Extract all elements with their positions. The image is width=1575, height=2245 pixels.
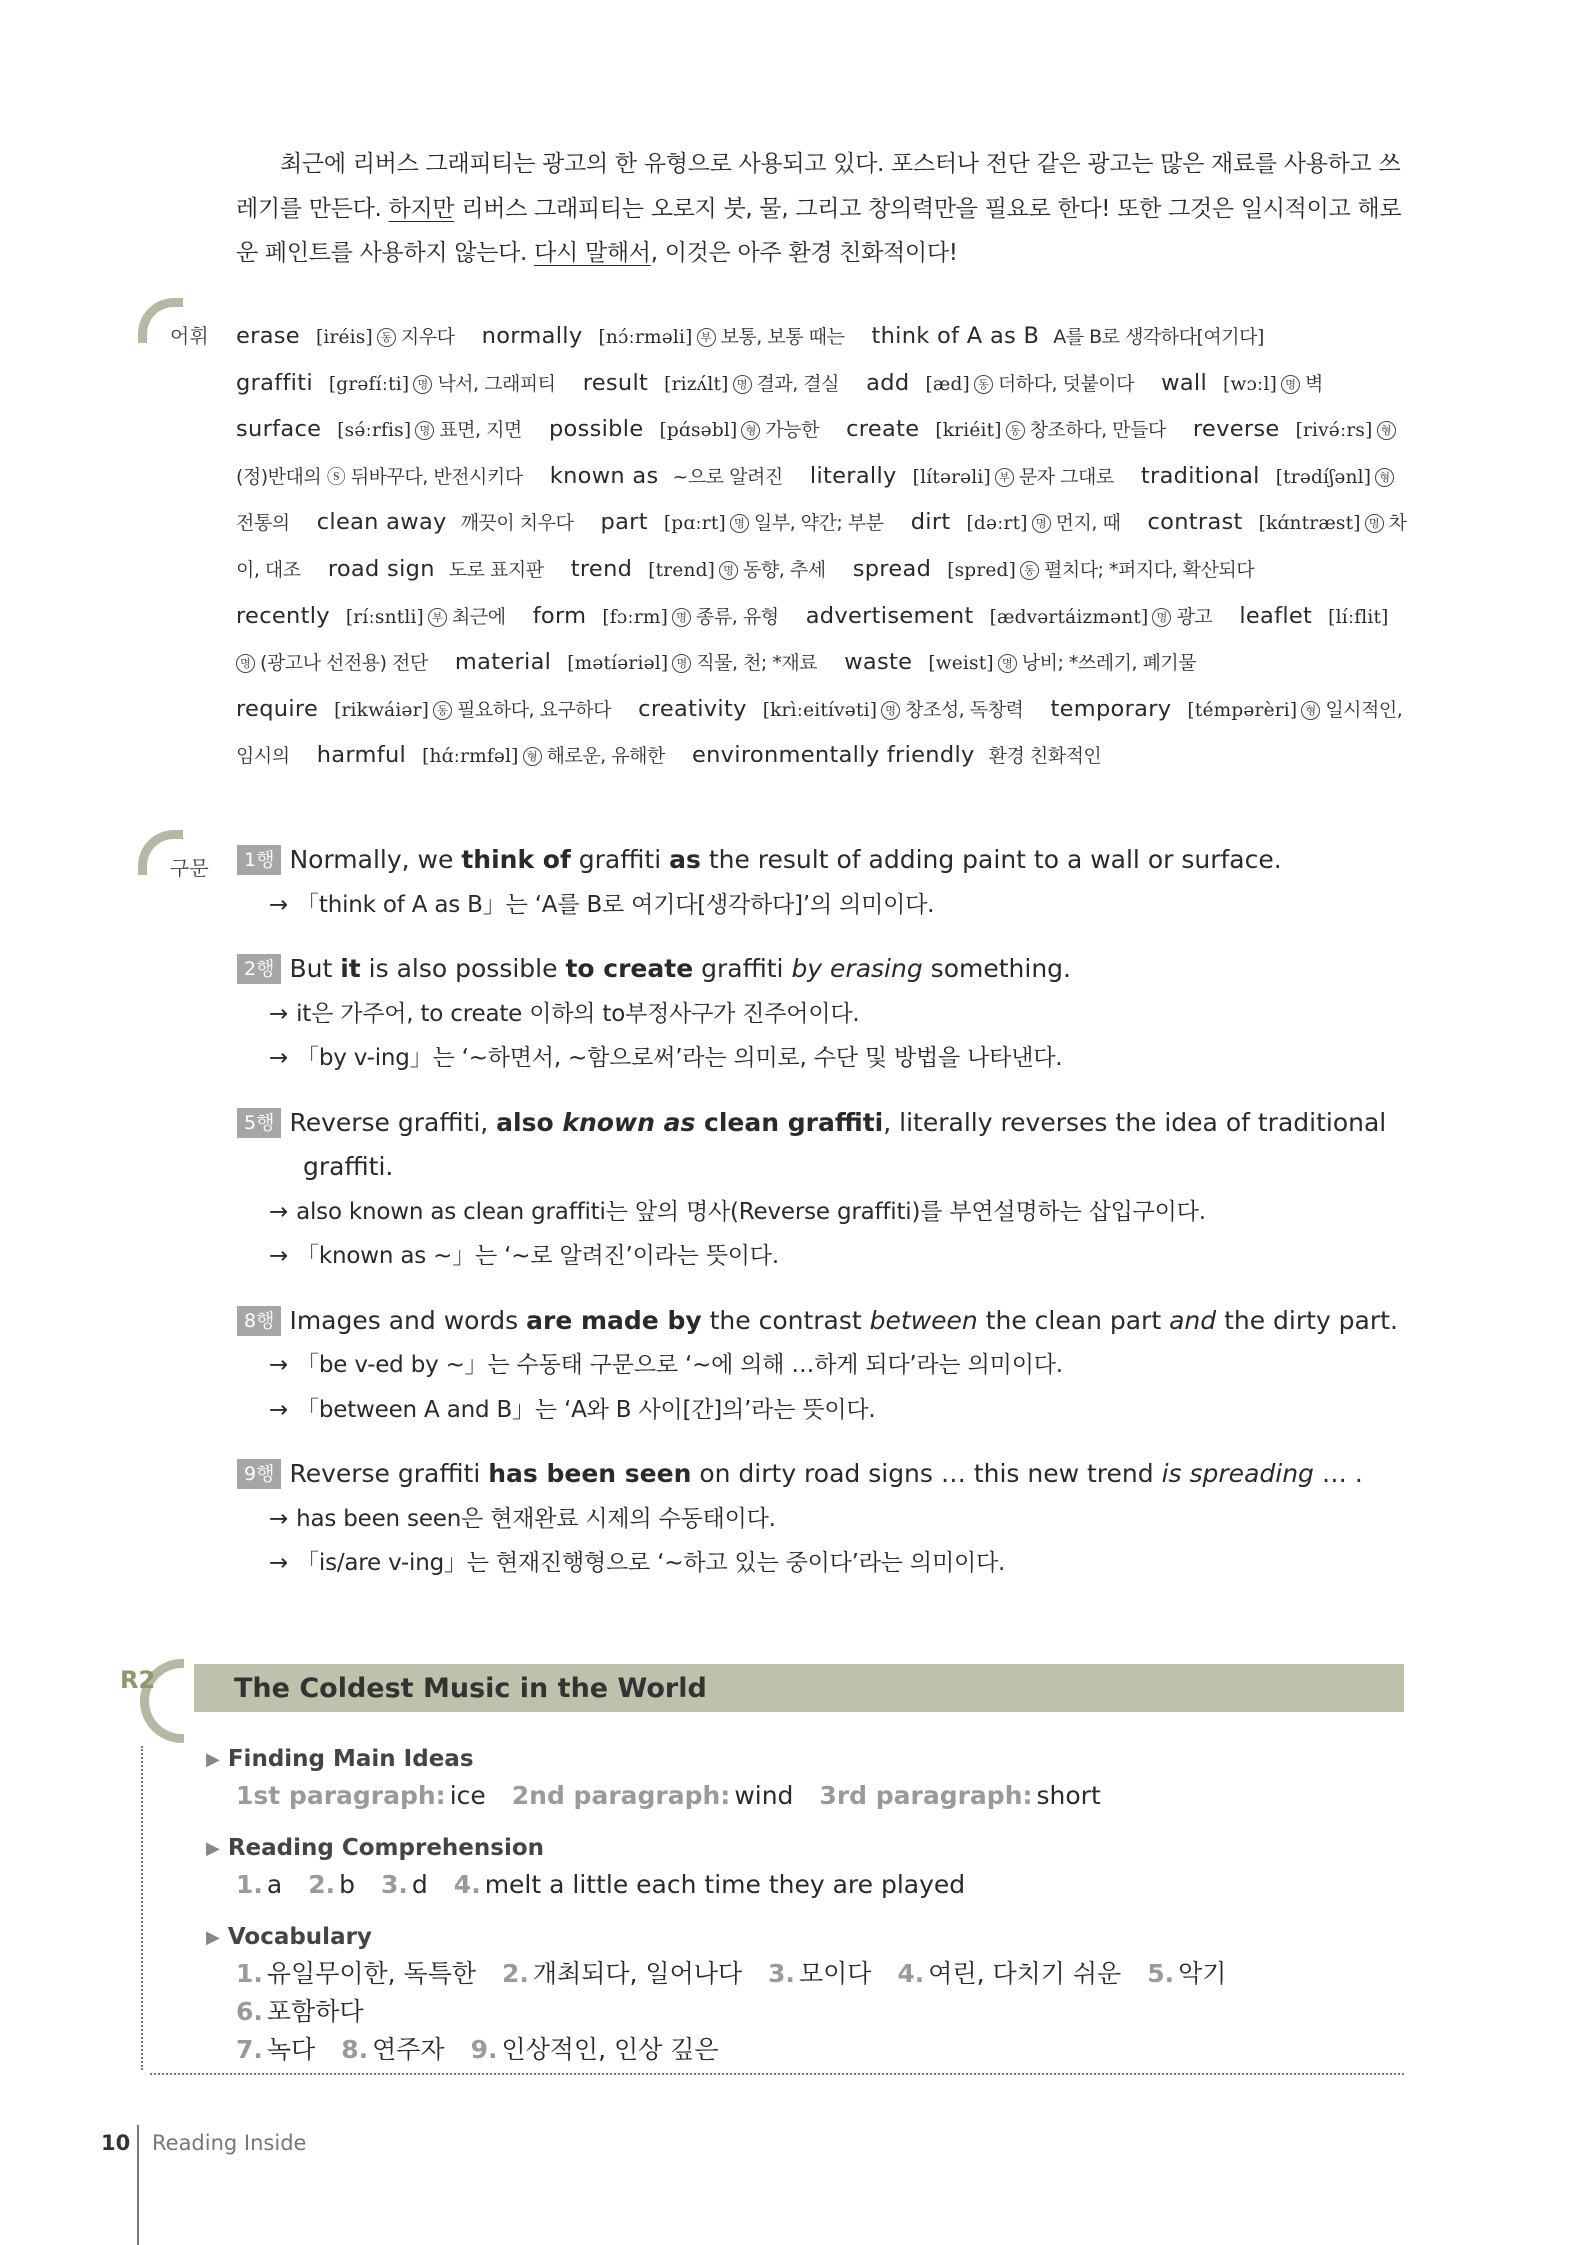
part-of-speech-icon: 동 [1006, 421, 1025, 440]
part-of-speech-icon: 동 [377, 328, 396, 347]
vocab-list [236, 314, 1411, 780]
vocab-label: 어휘 [170, 324, 209, 348]
italic-phrase: by erasing [791, 954, 923, 983]
vocab-word: road sign [327, 555, 435, 582]
answer-line [206, 1955, 1396, 2031]
vocab-word: advertisement [805, 602, 974, 629]
vocab-word: traditional [1140, 462, 1260, 489]
grammar-note [236, 1388, 1411, 1433]
answer-value: 포함하다 [266, 1997, 364, 2026]
answer-number: 1. [236, 1870, 263, 1899]
vocab-word: trend [570, 555, 633, 582]
grammar-note [236, 883, 1411, 928]
part-of-speech-icon: 명 [881, 701, 900, 720]
vocab-word: result [582, 369, 649, 396]
answer-value: wind [734, 1781, 794, 1810]
vocab-meaning: 낙서, 그래피티 [437, 372, 556, 395]
sentence-text: … . [1313, 1459, 1363, 1488]
part-of-speech-icon: 명 [719, 561, 738, 580]
answer-value: 여린, 다치기 쉬운 [928, 1959, 1122, 1988]
sentence-text: the contrast [701, 1305, 870, 1335]
vocab-word: contrast [1147, 509, 1243, 536]
row-badge: 9행 [237, 1459, 281, 1489]
vocab-word: clean away [316, 509, 447, 536]
grammar-note [236, 1343, 1411, 1388]
sentence-text: Reverse graffiti [289, 1459, 489, 1488]
vocab-meaning: 낭비; *쓰레기, 폐기물 [1021, 652, 1197, 675]
answer-number: 4. [897, 1959, 925, 1988]
answer-value: a [266, 1870, 283, 1899]
vocab-meaning: 창조성, 독창력 [905, 698, 1024, 721]
vocab-word: recently [236, 602, 330, 629]
arrow-icon: → [269, 1198, 289, 1225]
vocab-meaning: 일부, 약간; 부분 [753, 512, 884, 535]
part-of-speech-icon: 명 [1032, 514, 1051, 533]
footer-divider [137, 2125, 139, 2245]
answer-heading [206, 1920, 1396, 1955]
vocab-word: dirt [910, 509, 951, 536]
answer-value: 모이다 [798, 1959, 872, 1988]
vocab-phonetic: [spred] [947, 559, 1016, 581]
row-badge: 2행 [237, 954, 281, 984]
grammar-note-text: 「between A and B」는 ‘A와 B 사이[간]의’라는 뜻이다. [296, 1396, 876, 1423]
bold-phrase: clean graffiti [695, 1107, 884, 1137]
answer-number: 7. [236, 2035, 263, 2064]
arrow-icon: → [269, 891, 289, 918]
r2-label: R2 [120, 1666, 156, 1694]
answer-number: 6. [236, 1997, 263, 2026]
vocab-meaning: 깨끗이 치우다 [460, 512, 574, 535]
vocab-phonetic: [pɑːrt] [663, 513, 726, 535]
vocab-word: require [236, 695, 319, 722]
answer-number: 1. [236, 1959, 263, 1988]
grammar-note [236, 1036, 1411, 1081]
vocab-phonetic: [lítərəli] [912, 466, 991, 488]
vocab-phonetic: [trədíʃənl] [1275, 466, 1372, 488]
syntax-item [236, 1101, 1411, 1279]
answer-item [236, 1997, 364, 2026]
answer-item [308, 1870, 355, 1899]
vocab-meaning: 필요하다, 요구하다 [457, 698, 611, 721]
syntax-label: 구문 [170, 856, 209, 880]
vocab-word: reverse [1192, 416, 1280, 443]
translation-text: 최근에 리버스 그래피티는 광고의 한 유형으로 사용되고 있다. 포스터나 전단 같은 광고는 많은 재료를 사용하고 쓰레기를 만든다. [236, 151, 1401, 222]
italic-phrase: and [1169, 1305, 1217, 1335]
vocab-phonetic: [weist] [928, 653, 994, 675]
grammar-note-text: 「by v-ing」는 ‘~하면서, ~함으로써’라는 의미로, 수단 및 방법을 나타낸다. [296, 1045, 1063, 1071]
part-of-speech-icon: 명 [672, 608, 691, 627]
answer-item [897, 1959, 1121, 1988]
answer-value: short [1036, 1781, 1101, 1810]
vocab-word: wall [1161, 369, 1208, 396]
grammar-note-text: 「think of A as B」는 ‘A를 B로 여기다[생각하다]’의 의미이다. [296, 891, 935, 918]
part-of-speech-icon: 명 [415, 421, 434, 440]
answer-number: 5. [1147, 1959, 1175, 1988]
answer-item [819, 1781, 1100, 1810]
vocab-word: environmentally friendly [691, 742, 975, 769]
vocab-word: create [846, 416, 920, 443]
answer-number: 9. [470, 2035, 498, 2064]
vocab-word: leaflet [1239, 602, 1313, 629]
grammar-note-text: has been seen은 현재완료 시제의 수동태이다. [296, 1505, 776, 1532]
answer-number: 2. [308, 1870, 336, 1899]
vocab-phonetic: [ӕdvərtáizmənt] [989, 606, 1149, 628]
vocab-word: erase [236, 323, 300, 349]
arrow-icon: → [269, 1550, 289, 1576]
korean-translation [236, 142, 1406, 276]
sentence-text: the dirty part. [1216, 1305, 1398, 1335]
sentence-text: on dirty road signs … this new trend [691, 1459, 1162, 1488]
vocab-meaning: 해로운, 유해한 [546, 745, 665, 768]
sentence-text: graffiti [693, 954, 792, 983]
vocab-word: think of A as B [871, 323, 1040, 349]
vocab-meaning: 환경 친화적인 [988, 745, 1102, 768]
grammar-note-text: also known as clean graffiti는 앞의 명사(Reverse graffiti)를 부연설명하는 삽입구이다. [296, 1198, 1206, 1225]
part-of-speech-icon: 형 [1377, 421, 1396, 440]
grammar-note [236, 1497, 1411, 1542]
bold-phrase: are made by [526, 1305, 702, 1335]
syntax-notes [236, 838, 1411, 1606]
part-of-speech-icon: 명 [733, 375, 752, 394]
example-sentence-continued [236, 1145, 1411, 1190]
vocab-meaning: 펼치다; *퍼지다, 확산되다 [1044, 558, 1255, 581]
answer-item [1147, 1959, 1226, 1988]
vocab-meaning: 전통의 [236, 512, 290, 535]
vocab-meaning: 최근에 [451, 605, 506, 628]
arrow-icon: → [269, 1045, 289, 1071]
answer-key [206, 1742, 1396, 2085]
part-of-speech-icon: 명 [1152, 608, 1171, 627]
answer-heading [206, 1742, 1396, 1777]
vocab-meaning: 광고 [1176, 605, 1213, 628]
answer-number: 4. [453, 1870, 481, 1899]
grammar-note [236, 1190, 1411, 1235]
vocab-word: literally [809, 462, 897, 489]
vocab-meaning: 먼지, 때 [1055, 512, 1121, 535]
vocab-phonetic: [krìːeitívəti] [762, 699, 878, 721]
vocab-word: form [532, 602, 587, 629]
bold-italic-phrase: known as [562, 1107, 696, 1137]
answer-item [236, 1870, 282, 1899]
vocab-meaning: 일시적인, 임시의 [236, 698, 1403, 768]
bold-phrase: it [340, 954, 361, 983]
part-of-speech-icon: 형 [1301, 701, 1320, 720]
vocab-meaning: 직물, 천; *재료 [696, 652, 818, 675]
vocab-word: add [866, 369, 910, 396]
reading-title: The Coldest Music in the World [234, 1673, 707, 1704]
vocab-meaning: 가능한 [765, 419, 819, 442]
vocab-word: known as [549, 462, 659, 489]
answer-line [206, 2031, 1396, 2069]
vocab-word: surface [236, 416, 322, 443]
vocab-phonetic: [témpərèri] [1187, 699, 1298, 721]
answer-item [236, 1959, 476, 1988]
translation-paragraph [236, 142, 1406, 276]
vocab-meaning: 지우다 [400, 326, 455, 348]
answer-line [206, 1777, 1396, 1815]
row-badge: 5행 [237, 1108, 281, 1138]
arrow-icon: → [269, 1243, 289, 1269]
part-of-speech-icon: 명 [730, 514, 749, 533]
vocab-word: spread [852, 555, 932, 582]
vocab-phonetic: [hɑ́ːrmfəl] [422, 746, 519, 768]
vocab-meaning: 결과, 결실 [756, 372, 840, 395]
answer-value: 인상적인, 인상 깊은 [501, 2035, 719, 2064]
vocab-meaning: 동향, 추세 [743, 558, 826, 581]
grammar-note-text: it은 가주어, to create 이하의 to부정사구가 진주어이다. [296, 1000, 860, 1027]
answer-value: b [339, 1870, 356, 1899]
example-sentence [236, 1452, 1411, 1497]
example-sentence [236, 1299, 1411, 1344]
underlined-phrase: 다시 말해서 [534, 240, 651, 266]
triangle-bullet-icon: ▶ [206, 1749, 220, 1770]
answer-number: 3. [381, 1870, 408, 1899]
italic-phrase: between [869, 1305, 978, 1335]
answer-heading [206, 1831, 1396, 1866]
answer-value: d [411, 1870, 428, 1899]
example-sentence [236, 838, 1411, 883]
triangle-bullet-icon: ▶ [206, 1927, 220, 1948]
vocab-meaning: 도로 표지판 [448, 558, 544, 581]
part-of-speech-icon: 명 [236, 654, 255, 673]
vocab-word: possible [548, 416, 644, 443]
vocab-meaning: (정)반대의 ⓢ 뒤바꾸다, 반전시키다 [236, 465, 523, 488]
grammar-note-text: 「is/are v-ing」는 현재진행형으로 ‘~하고 있는 중이다’라는 의미이다. [296, 1550, 1006, 1576]
sentence-text: , literally reverses the idea of traditional [883, 1107, 1387, 1137]
vocab-phonetic: [trend] [648, 559, 716, 581]
answer-item [236, 1781, 486, 1810]
arrow-icon: → [269, 1505, 289, 1532]
vocab-phonetic: [æd] [925, 373, 970, 395]
answer-heading-text: Vocabulary [227, 1924, 372, 1950]
answer-heading-text: Reading Comprehension [227, 1835, 545, 1861]
dotted-border-left [141, 1746, 143, 2070]
answer-number: 8. [341, 2035, 369, 2064]
bold-phrase: also [496, 1107, 563, 1137]
row-badge: 1행 [237, 845, 281, 875]
sentence-text: graffiti [570, 845, 670, 874]
vocab-word: waste [844, 649, 913, 676]
answer-number: 2. [502, 1959, 529, 1988]
answer-value: ice [449, 1781, 486, 1810]
part-of-speech-icon: 형 [523, 747, 542, 766]
arrow-icon: → [269, 1000, 289, 1027]
vocab-phonetic: [kɑ́ntræst] [1258, 513, 1361, 535]
translation-text: 리버스 그래피티는 오로지 붓, 물, 그리고 창의력만을 필요로 한다! 또한 그것은 일시적이고 해로운 페인트를 사용하지 않는다. [236, 195, 1402, 266]
reading-title-bar [194, 1664, 1404, 1712]
part-of-speech-icon: 형 [741, 421, 760, 440]
row-badge: 8행 [237, 1306, 281, 1336]
part-of-speech-icon: 부 [697, 328, 716, 347]
sentence-text: graffiti. [303, 1152, 394, 1181]
translation-text: , 이것은 아주 환경 친화적이다! [650, 240, 958, 266]
vocab-phonetic: [grəfíːti] [328, 373, 410, 395]
page-number: 10 [101, 2131, 131, 2155]
part-of-speech-icon: 부 [995, 468, 1014, 487]
grammar-note [236, 1234, 1411, 1279]
answer-group [206, 1742, 1396, 1815]
sentence-text: Reverse graffiti, [289, 1107, 497, 1137]
part-of-speech-icon: 동 [1020, 561, 1039, 580]
sentence-text: Normally, we [289, 845, 462, 874]
vocab-phonetic: [mətíəriəl] [567, 653, 669, 675]
part-of-speech-icon: 부 [428, 608, 447, 627]
vocab-word: normally [481, 323, 583, 349]
arrow-icon: → [269, 1396, 289, 1423]
answer-item [471, 2035, 719, 2064]
vocab-meaning: ~으로 알려진 [672, 465, 783, 488]
grammar-note [236, 1541, 1411, 1586]
answer-group [206, 1831, 1396, 1904]
arrow-icon: → [269, 1352, 289, 1378]
example-sentence [236, 947, 1411, 992]
vocab-word: material [454, 649, 552, 676]
part-of-speech-icon: 명 [413, 375, 432, 394]
answer-line [206, 1866, 1396, 1904]
vocab-phonetic: [wɔːl] [1223, 373, 1278, 395]
vocab-phonetic: [sə́ːrfis] [337, 420, 412, 442]
answer-value: 악기 [1178, 1959, 1227, 1988]
vocab-meaning: 차이, 대조 [236, 512, 1407, 581]
answer-item [381, 1870, 428, 1899]
vocab-meaning: 표면, 지면 [439, 419, 522, 442]
sentence-text: the clean part [977, 1305, 1170, 1335]
vocab-phonetic: [dəːrt] [966, 513, 1028, 535]
answer-item [341, 2035, 444, 2064]
vocab-meaning: (광고나 선전용) 전단 [260, 652, 428, 675]
answer-value: melt a little each time they are played [484, 1870, 966, 1899]
example-sentence [236, 1101, 1411, 1146]
answer-item [236, 2035, 315, 2064]
answer-number: 3rd paragraph: [819, 1781, 1033, 1810]
vocab-phonetic: [pɑ́səbl] [659, 420, 738, 442]
answer-item [512, 1781, 794, 1810]
vocab-meaning: 창조하다, 만들다 [1029, 419, 1166, 442]
grammar-note-text: 「known as ~」는 ‘~로 알려진’이라는 뜻이다. [296, 1243, 779, 1269]
vocab-phonetic: [líːflit] [1328, 606, 1389, 628]
part-of-speech-icon: 명 [1281, 375, 1300, 394]
grammar-note [236, 992, 1411, 1037]
syntax-item [236, 1299, 1411, 1433]
part-of-speech-icon: 명 [672, 654, 691, 673]
vocab-phonetic: [ríːsntli] [345, 606, 424, 628]
answer-group [206, 1920, 1396, 2069]
book-title: Reading Inside [152, 2131, 307, 2155]
part-of-speech-icon: 동 [433, 701, 452, 720]
vocab-word: part [600, 509, 648, 536]
vocab-meaning: A를 B로 생각하다[여기다] [1053, 326, 1264, 348]
vocab-word: graffiti [236, 369, 313, 396]
sentence-text: the result of adding paint to a wall or surface. [700, 845, 1282, 874]
vocab-phonetic: [rizʌ́lt] [664, 373, 729, 395]
syntax-item [236, 947, 1411, 1081]
bold-phrase: as [669, 845, 701, 874]
answer-item [454, 1870, 965, 1899]
vocab-phonetic: [nɔ́ːrməli] [598, 327, 693, 348]
syntax-item [236, 838, 1411, 927]
sentence-text: something. [922, 954, 1071, 983]
vocab-meaning: 보통, 보통 때는 [720, 326, 845, 348]
vocab-phonetic: [kriéit] [935, 420, 1002, 442]
part-of-speech-icon: 명 [998, 654, 1017, 673]
underlined-phrase: 하지만 [388, 195, 455, 222]
triangle-bullet-icon: ▶ [206, 1838, 220, 1859]
answer-value: 녹다 [266, 2035, 316, 2064]
bold-phrase: to create [565, 954, 694, 983]
answer-number: 3. [768, 1959, 795, 1988]
answer-value: 개최되다, 일어나다 [532, 1959, 743, 1988]
answer-number: 2nd paragraph: [511, 1781, 731, 1810]
part-of-speech-icon: 동 [974, 375, 993, 394]
answer-item [768, 1959, 871, 1988]
answer-value: 연주자 [372, 2035, 445, 2064]
syntax-item [236, 1452, 1411, 1586]
grammar-note-text: 「be v-ed by ~」는 수동태 구문으로 ‘~에 의해 …하게 되다’라는 의미이다. [296, 1352, 1063, 1378]
vocab-meaning: 문자 그대로 [1018, 465, 1114, 488]
vocab-meaning: 더하다, 덧붙이다 [997, 372, 1134, 395]
part-of-speech-icon: 명 [1365, 514, 1384, 533]
vocab-meaning: 벽 [1305, 372, 1323, 395]
part-of-speech-icon: 형 [1375, 468, 1394, 487]
bold-phrase: has been seen [488, 1459, 692, 1488]
vocab-phonetic: [iréis] [315, 327, 373, 348]
sentence-text: is also possible [360, 954, 566, 983]
sentence-text: But [289, 954, 341, 983]
answer-heading-text: Finding Main Ideas [227, 1746, 474, 1772]
vocab-meaning: 종류, 유형 [696, 605, 779, 628]
vocab-word: creativity [638, 695, 747, 722]
vocab-phonetic: [fɔːrm] [602, 606, 669, 628]
italic-phrase: is spreading [1161, 1459, 1314, 1488]
vocab-word: harmful [316, 742, 407, 769]
vocab-phonetic: [rivə́ːrs] [1295, 420, 1373, 442]
answer-value: 유일무이한, 독특한 [266, 1959, 477, 1988]
answer-number: 1st paragraph: [236, 1781, 446, 1810]
sentence-text: Images and words [289, 1305, 527, 1335]
bold-phrase: think of [461, 845, 571, 874]
vocab-word: temporary [1050, 695, 1172, 722]
vocab-phonetic: [rikwáiər] [334, 699, 430, 721]
answer-item [502, 1959, 742, 1988]
